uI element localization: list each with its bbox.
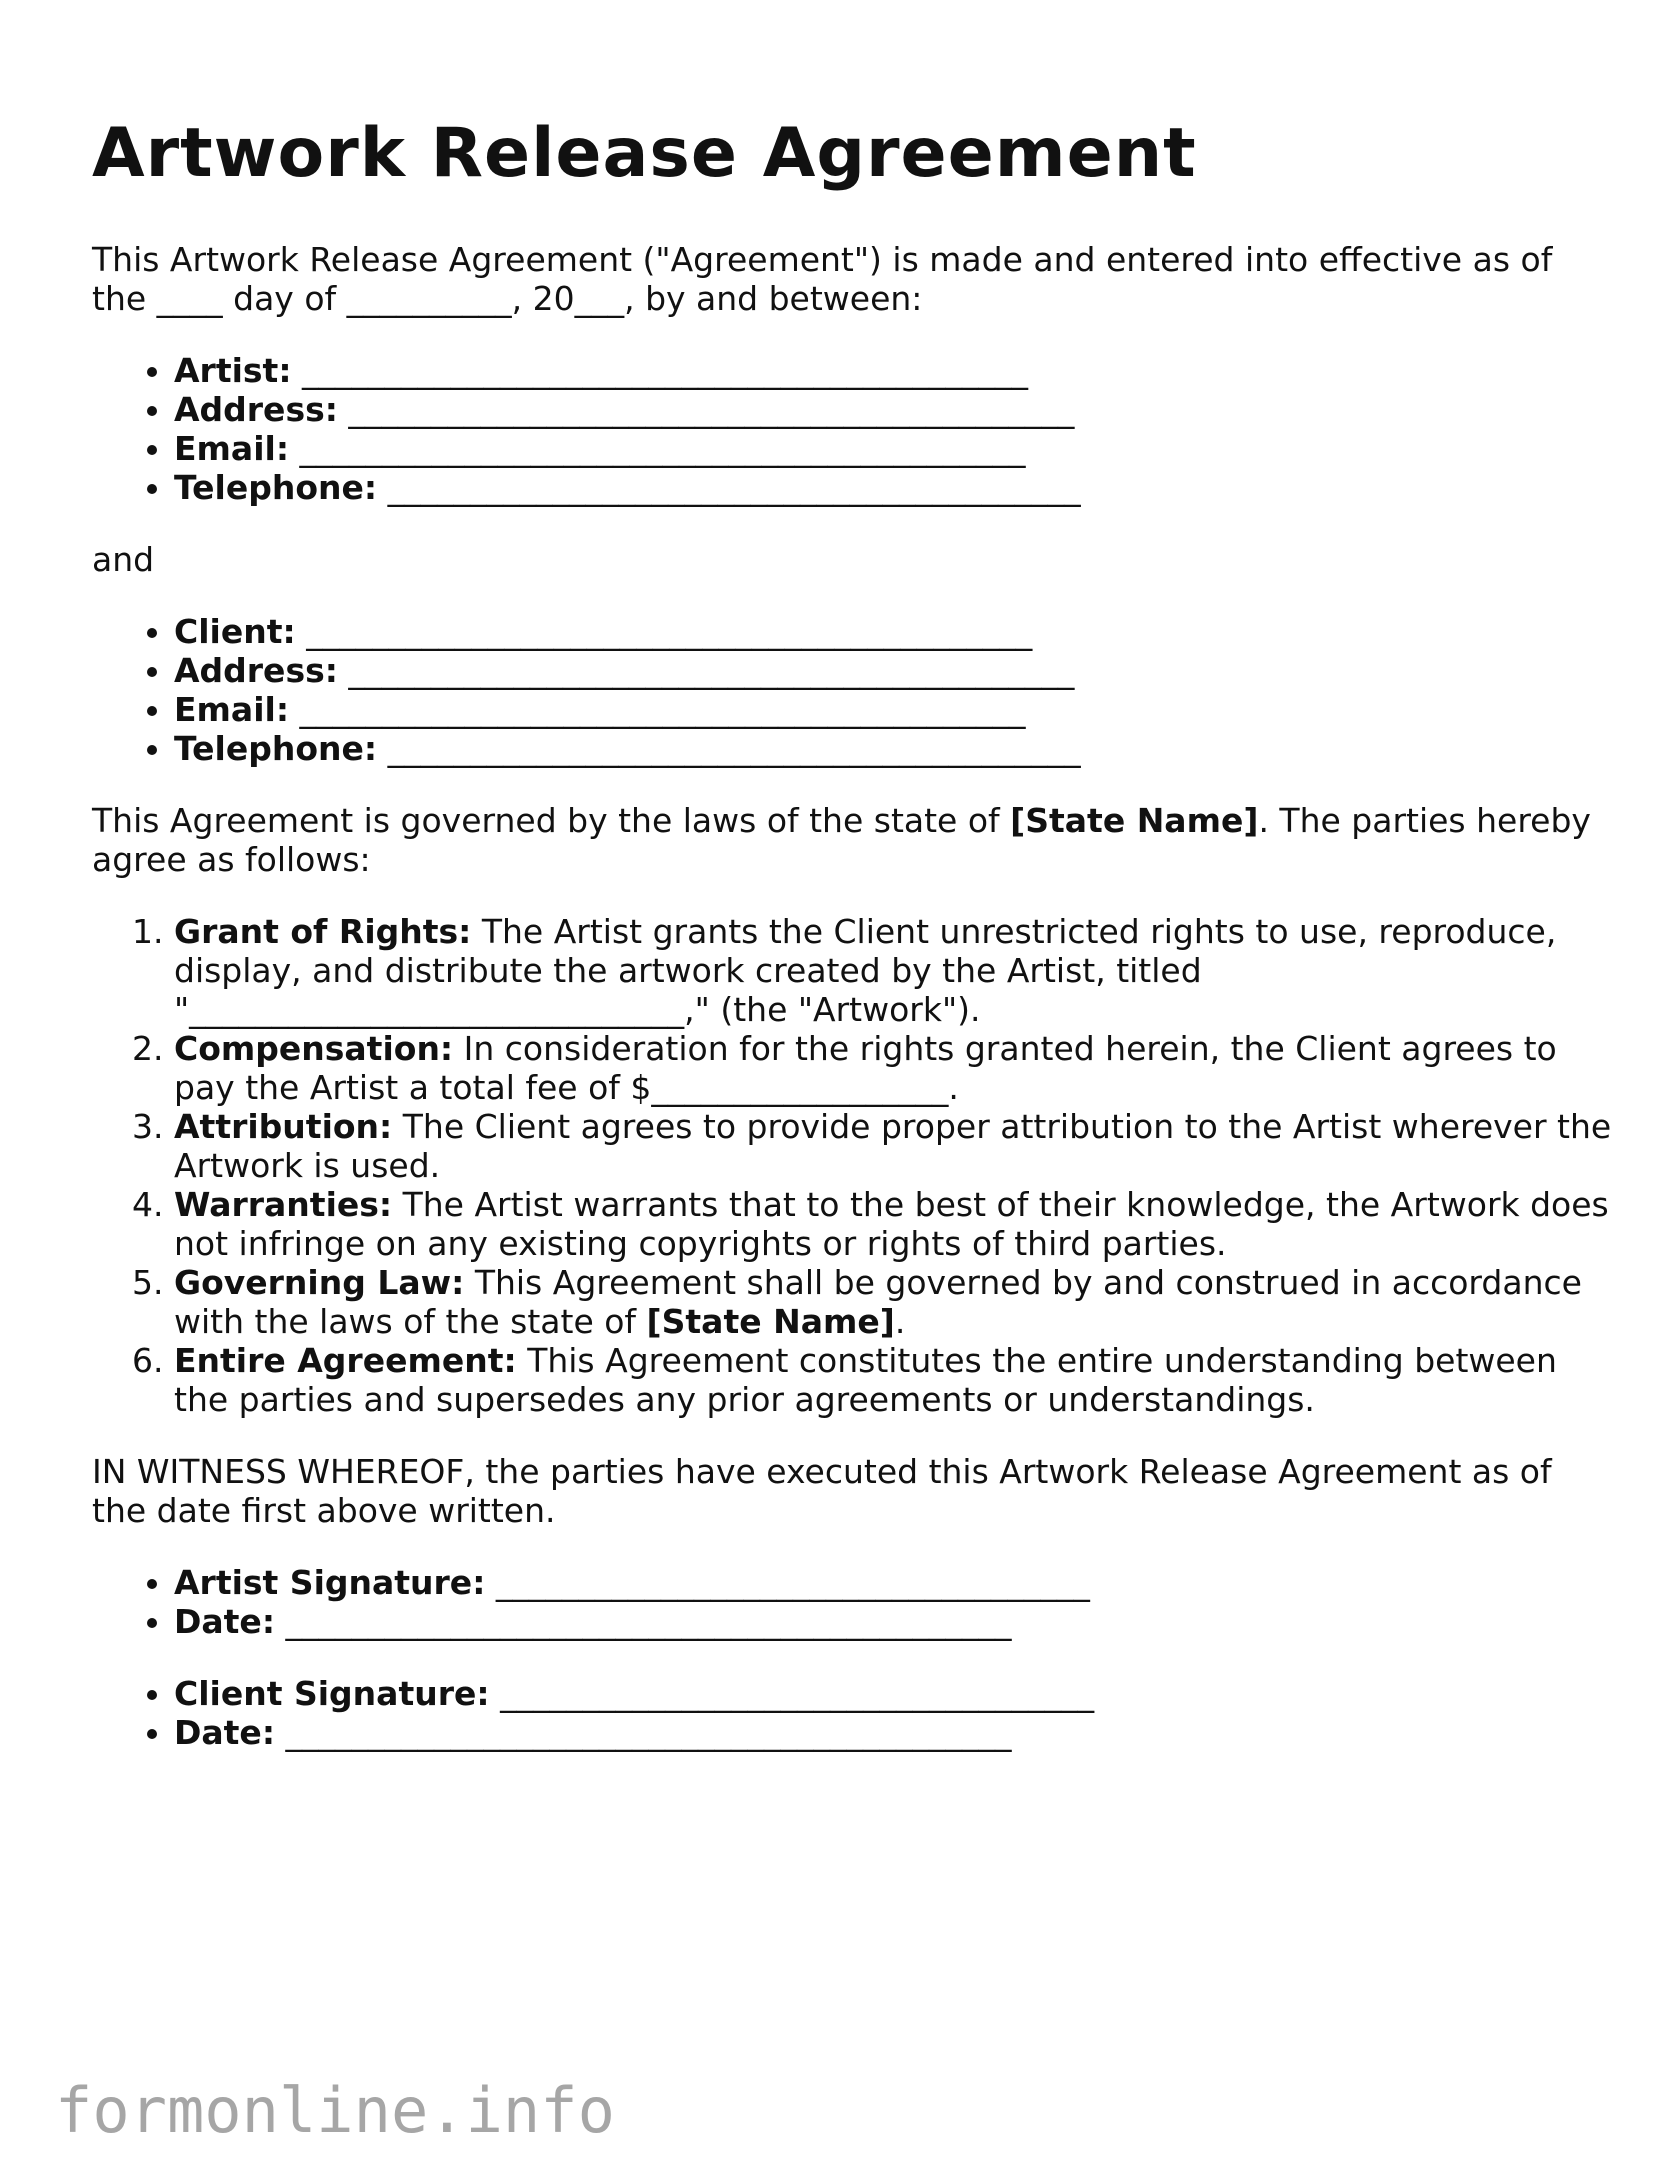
list-item bbox=[174, 729, 1612, 768]
artist-email-label: Email: bbox=[174, 429, 290, 468]
client-telephone-blank: __________________________________________ bbox=[387, 729, 1081, 768]
list-item bbox=[174, 651, 1612, 690]
client-blank: ____________________________________________ bbox=[306, 612, 1033, 651]
list-item bbox=[174, 351, 1612, 390]
and-text: and bbox=[92, 540, 155, 579]
artist-date-label: Date: bbox=[174, 1602, 276, 1641]
client-address-blank: ____________________________________________ bbox=[348, 651, 1075, 690]
list-item bbox=[174, 1602, 1612, 1641]
artist-address-label: Address: bbox=[174, 390, 338, 429]
artist-telephone-blank: __________________________________________ bbox=[387, 468, 1081, 507]
list-item bbox=[174, 429, 1612, 468]
client-signature-list bbox=[92, 1674, 1612, 1752]
client-label: Client: bbox=[174, 612, 296, 651]
artist-blank: ____________________________________________ bbox=[302, 351, 1029, 390]
clause-warranties: 4. Warranties: The Artist warrants that to the best of their knowledge, the Artwork does not infringe on any existing copyrights or rights of third parties. bbox=[174, 1185, 1612, 1263]
state-name-placeholder: [State Name] bbox=[646, 1302, 895, 1341]
clause-entire-agreement: 6. Entire Agreement: This Agreement constitutes the entire understanding between the parties and supersedes any prior agreements or understandings. bbox=[174, 1341, 1612, 1419]
client-email-blank: ____________________________________________ bbox=[299, 690, 1026, 729]
document-page bbox=[92, 112, 1612, 1785]
list-item bbox=[174, 390, 1612, 429]
artist-signature-blank: ____________________________________ bbox=[495, 1563, 1090, 1602]
clauses-list bbox=[92, 912, 1612, 1419]
client-date-blank: ____________________________________________ bbox=[285, 1713, 1012, 1752]
list-item bbox=[174, 612, 1612, 651]
artist-address-blank: ____________________________________________ bbox=[348, 390, 1075, 429]
clause-attribution: 3. Attribution: The Client agrees to provide proper attribution to the Artist wherever the Artwork is used. bbox=[174, 1107, 1612, 1185]
witness-paragraph: IN WITNESS WHEREOF, the parties have executed this Artwork Release Agreement as of the date first above written. bbox=[92, 1452, 1552, 1530]
list-item bbox=[174, 1713, 1612, 1752]
list-item bbox=[174, 1674, 1612, 1713]
clause-grant-of-rights: 1. Grant of Rights: The Artist grants the Client unrestricted rights to use, reproduce, display, and distribute the artwork created by the Artist, titled "______________________________," (the "Artwork"). bbox=[174, 912, 1612, 1029]
artist-email-blank: ____________________________________________ bbox=[299, 429, 1026, 468]
client-signature-blank: ____________________________________ bbox=[500, 1674, 1095, 1713]
client-date-label: Date: bbox=[174, 1713, 276, 1752]
intro-paragraph: This Artwork Release Agreement ("Agreement") is made and entered into effective as of the ____ day of __________, 20___, by and between: bbox=[92, 240, 1553, 318]
artist-date-blank: ____________________________________________ bbox=[285, 1602, 1012, 1641]
governing-paragraph: This Agreement is governed by the laws of the state of [State Name]. The parties hereby agree as follows: bbox=[92, 801, 1591, 879]
client-address-label: Address: bbox=[174, 651, 338, 690]
artist-telephone-label: Telephone: bbox=[174, 468, 378, 507]
client-telephone-label: Telephone: bbox=[174, 729, 378, 768]
clause-governing-law: 5. Governing Law: This Agreement shall be governed by and construed in accordance with the laws of the state of [State Name]. bbox=[174, 1263, 1612, 1341]
state-name-placeholder: [State Name] bbox=[1010, 801, 1259, 840]
artist-details-list bbox=[92, 351, 1612, 507]
list-item bbox=[174, 468, 1612, 507]
list-item bbox=[174, 690, 1612, 729]
list-item bbox=[174, 1563, 1612, 1602]
artist-label: Artist: bbox=[174, 351, 292, 390]
page-title: Artwork Release Agreement bbox=[92, 114, 1197, 193]
client-signature-label: Client Signature: bbox=[174, 1674, 490, 1713]
artist-signature-list bbox=[92, 1563, 1612, 1641]
client-email-label: Email: bbox=[174, 690, 290, 729]
client-details-list bbox=[92, 612, 1612, 768]
watermark: formonline.info bbox=[55, 2074, 615, 2147]
artist-signature-label: Artist Signature: bbox=[174, 1563, 486, 1602]
clause-compensation: 2. Compensation: In consideration for the rights granted herein, the Client agrees to pay the Artist a total fee of $__________________. bbox=[174, 1029, 1612, 1107]
